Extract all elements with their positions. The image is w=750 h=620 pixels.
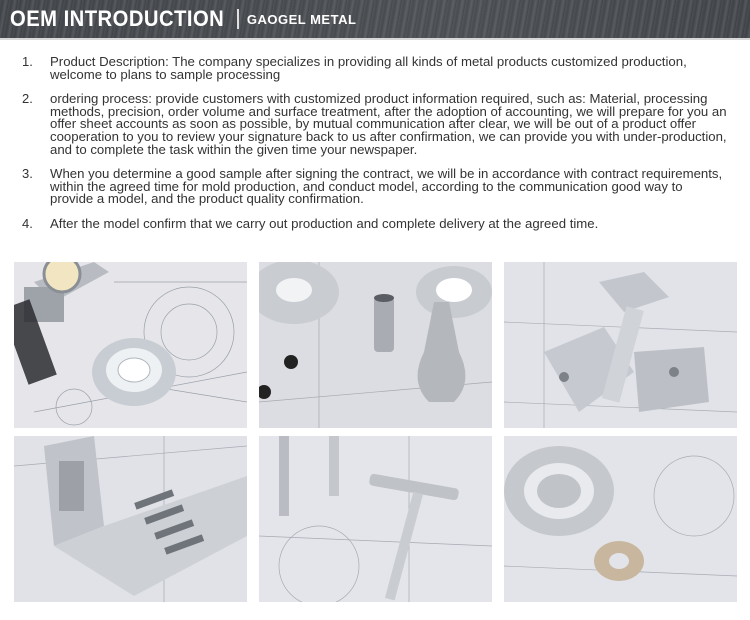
- photo-slotted-bracket: [14, 436, 247, 602]
- step-item: [22, 93, 727, 156]
- step-text: Product Description: The company specializes in providing all kinds of metal products customized production, welcome to plans to sample processing: [50, 54, 687, 82]
- process-steps: [22, 56, 727, 243]
- header-divider: [237, 9, 239, 29]
- photo-nozzle-image: [259, 262, 492, 428]
- step-number: 1.: [22, 54, 33, 69]
- step-text: ordering process: provide customers with customized product information required, such as: Material, processing methods, precision, order volume and surface treatment, after the adoption of accounting, we will prepare for you an offer sheet accounts as soon as possible, by mutual communication after clear, we will be out of a product offer cooperation to you to review your signature back to us after confirmation, we can provide you with under-production, and to complete the task within the given time your newspaper.: [50, 91, 727, 157]
- step-item: [22, 215, 727, 231]
- step-item: [22, 168, 727, 206]
- step-text: After the model confirm that we carry out production and complete delivery at the agreed time.: [50, 215, 599, 231]
- photo-caliper-image: [14, 262, 247, 428]
- photo-t-handle-rods: [259, 436, 492, 602]
- page-title: OEM INTRODUCTION: [10, 6, 225, 31]
- step-item: [22, 56, 727, 81]
- photo-bracket-image: [14, 436, 247, 602]
- photo-hinge-image: [504, 262, 737, 428]
- step-text: When you determine a good sample after signing the contract, we will be in accordance with contract requirements, within the agreed time for mold production, and conduct model, according to the communication good way to provide a model, and the product quality confirmation.: [50, 166, 723, 207]
- step-number: 2.: [22, 91, 33, 107]
- photo-t-handle-image: [259, 436, 492, 602]
- photo-caliper-and-spirit-level: [14, 262, 247, 428]
- photo-stamped-hinges: [504, 262, 737, 428]
- step-number: 4.: [22, 215, 33, 231]
- photo-ring-image: [504, 436, 737, 602]
- photo-stamped-ring-parts: [504, 436, 737, 602]
- brand-name: GAOGEL METAL: [246, 11, 357, 27]
- header-banner: [0, 0, 750, 40]
- photo-turned-nozzle-parts: [259, 262, 492, 428]
- step-number: 3.: [22, 166, 33, 182]
